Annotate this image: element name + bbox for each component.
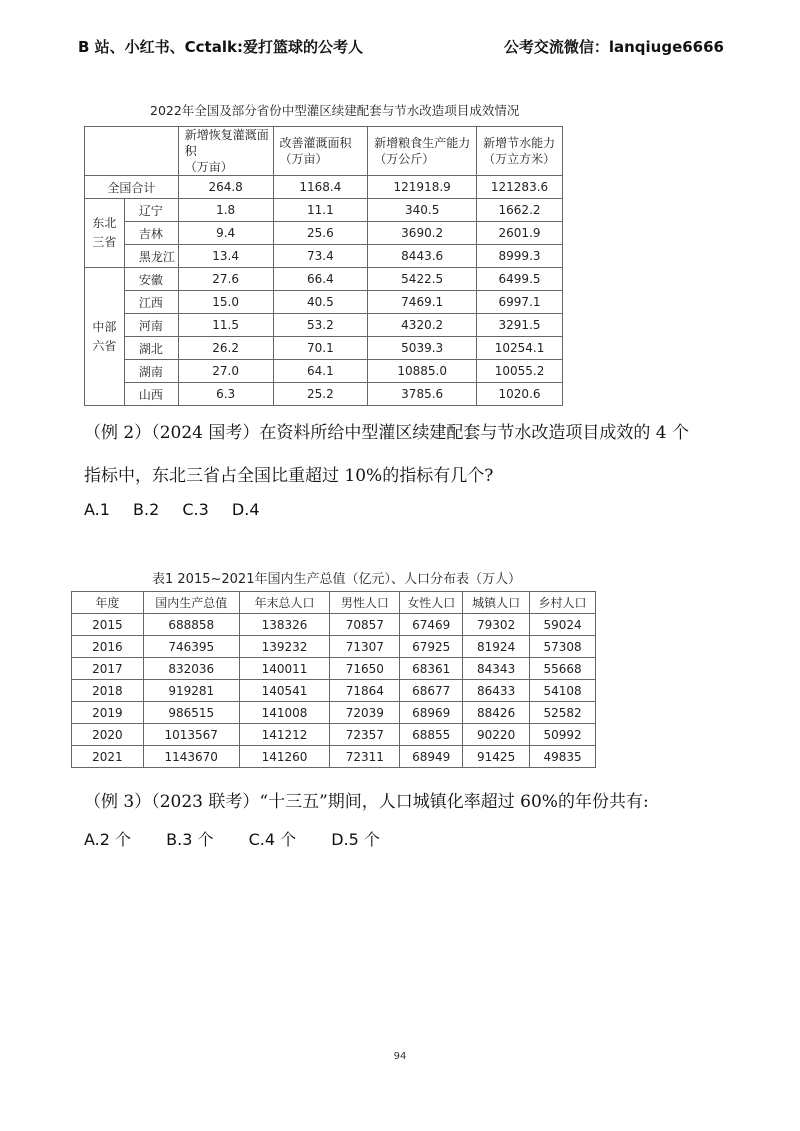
table-cell: 140541 — [239, 680, 330, 702]
province-cell: 湖南 — [124, 360, 178, 383]
table-cell: 6997.1 — [477, 291, 563, 314]
table-cell: 2016 — [72, 636, 144, 658]
province-cell: 湖北 — [124, 337, 178, 360]
table-row — [72, 658, 596, 680]
table-cell: 84343 — [463, 658, 530, 680]
question2-options — [84, 500, 278, 519]
header-cell: 改善灌溉面积 （万亩） — [273, 127, 368, 176]
table-row — [72, 746, 596, 768]
question3-line1: （例 3）（2023 联考）“十三五”期间，人口城镇化率超过 60%的年份共有: — [84, 792, 649, 812]
table-cell: 68677 — [400, 680, 463, 702]
table-cell: 264.8 — [178, 176, 273, 199]
option-b: B.2 — [133, 500, 160, 519]
table-cell: 3291.5 — [477, 314, 563, 337]
table-cell: 919281 — [143, 680, 239, 702]
table-cell: 139232 — [239, 636, 330, 658]
option-a: A.2 个 — [84, 830, 132, 849]
table-row — [85, 222, 563, 245]
table-cell: 10254.1 — [477, 337, 563, 360]
table-row — [85, 383, 563, 406]
page-number: 94 — [393, 1051, 407, 1062]
table-cell: 121283.6 — [477, 176, 563, 199]
table-cell: 91425 — [463, 746, 530, 768]
table-cell: 5422.5 — [368, 268, 477, 291]
table-cell: 73.4 — [273, 245, 368, 268]
table-row — [72, 636, 596, 658]
header-cell: 年末总人口 — [239, 592, 330, 614]
question3-options — [84, 827, 410, 850]
table-cell: 746395 — [143, 636, 239, 658]
header-cell: 新增节水能力 （万立方米） — [477, 127, 563, 176]
province-cell: 河南 — [124, 314, 178, 337]
option-d: D.5 个 — [331, 830, 380, 849]
table-row — [85, 245, 563, 268]
table-cell: 79302 — [463, 614, 530, 636]
table-cell: 72311 — [330, 746, 400, 768]
table1-caption: 2022年全国及部分省份中型灌区续建配套与节水改造项目成效情况 — [150, 103, 520, 118]
table-cell: 11.5 — [178, 314, 273, 337]
header-cell: 国内生产总值 — [143, 592, 239, 614]
table-cell: 138326 — [239, 614, 330, 636]
province-cell: 辽宁 — [124, 199, 178, 222]
table-row — [72, 702, 596, 724]
table-cell: 26.2 — [178, 337, 273, 360]
table1-header-row — [85, 127, 563, 176]
table-cell: 141212 — [239, 724, 330, 746]
table-cell: 68969 — [400, 702, 463, 724]
table-cell: 2017 — [72, 658, 144, 680]
table-cell: 27.0 — [178, 360, 273, 383]
province-cell: 安徽 — [124, 268, 178, 291]
header-cell: 新增恢复灌溉面积 （万亩） — [178, 127, 273, 176]
table-cell: 25.6 — [273, 222, 368, 245]
table-cell: 340.5 — [368, 199, 477, 222]
header-cell: 城镇人口 — [463, 592, 530, 614]
table-cell: 2015 — [72, 614, 144, 636]
table-cell: 7469.1 — [368, 291, 477, 314]
table-cell: 6.3 — [178, 383, 273, 406]
table-cell: 8999.3 — [477, 245, 563, 268]
table-cell: 54108 — [530, 680, 596, 702]
table-cell: 832036 — [143, 658, 239, 680]
table-cell: 64.1 — [273, 360, 368, 383]
table-cell: 40.5 — [273, 291, 368, 314]
table-cell: 67469 — [400, 614, 463, 636]
option-d: D.4 — [231, 500, 260, 519]
province-cell: 吉林 — [124, 222, 178, 245]
table-cell: 70.1 — [273, 337, 368, 360]
region-label: 中部 六省 — [85, 268, 125, 406]
table-cell: 1168.4 — [273, 176, 368, 199]
table-cell: 72039 — [330, 702, 400, 724]
table2-caption: 表1 2015~2021年国内生产总值（亿元）、人口分布表（万人） — [152, 572, 521, 587]
irrigation-table — [84, 126, 563, 406]
table-cell: 55668 — [530, 658, 596, 680]
header-left-text: B 站、小红书、Cctalk:爱打篮球的公考人 — [78, 38, 363, 56]
option-b: B.3 个 — [166, 830, 214, 849]
table-cell: 66.4 — [273, 268, 368, 291]
table-cell: 2021 — [72, 746, 144, 768]
table-cell: 59024 — [530, 614, 596, 636]
table-cell: 2018 — [72, 680, 144, 702]
table-row — [85, 176, 563, 199]
table-cell: 52582 — [530, 702, 596, 724]
table-cell: 2019 — [72, 702, 144, 724]
table-cell: 67925 — [400, 636, 463, 658]
table-cell: 1020.6 — [477, 383, 563, 406]
province-cell: 黑龙江 — [124, 245, 178, 268]
table-cell: 8443.6 — [368, 245, 477, 268]
table-row — [85, 337, 563, 360]
table-cell: 3785.6 — [368, 383, 477, 406]
table-cell: 50992 — [530, 724, 596, 746]
table-cell: 121918.9 — [368, 176, 477, 199]
table-cell: 15.0 — [178, 291, 273, 314]
table-cell: 4320.2 — [368, 314, 477, 337]
table-cell: 140011 — [239, 658, 330, 680]
table-cell: 68361 — [400, 658, 463, 680]
question2-line2: 指标中，东北三省占全国比重超过 10%的指标有几个? — [84, 466, 494, 486]
table-cell: 141260 — [239, 746, 330, 768]
table-cell: 3690.2 — [368, 222, 477, 245]
table-cell: 11.1 — [273, 199, 368, 222]
population-table — [71, 591, 596, 768]
table-cell: 141008 — [239, 702, 330, 724]
table-row — [72, 724, 596, 746]
table-cell: 71864 — [330, 680, 400, 702]
option-a: A.1 — [84, 500, 110, 519]
table-cell: 71650 — [330, 658, 400, 680]
header-right-text: 公考交流微信：lanqiuge6666 — [503, 38, 724, 56]
table-cell: 2020 — [72, 724, 144, 746]
option-c: C.3 — [182, 500, 209, 519]
table-row — [85, 314, 563, 337]
table-row — [72, 680, 596, 702]
table-cell: 9.4 — [178, 222, 273, 245]
total-label: 全国合计 — [85, 176, 179, 199]
header-cell: 女性人口 — [400, 592, 463, 614]
table-cell: 13.4 — [178, 245, 273, 268]
table-cell: 1143670 — [143, 746, 239, 768]
table-cell: 1662.2 — [477, 199, 563, 222]
header-cell: 新增粮食生产能力 （万公斤） — [368, 127, 477, 176]
table-cell: 81924 — [463, 636, 530, 658]
header-cell: 男性人口 — [330, 592, 400, 614]
table-cell: 6499.5 — [477, 268, 563, 291]
table-cell: 71307 — [330, 636, 400, 658]
table-cell: 10885.0 — [368, 360, 477, 383]
table-cell: 53.2 — [273, 314, 368, 337]
table-cell: 68855 — [400, 724, 463, 746]
header-cell: 乡村人口 — [530, 592, 596, 614]
table-cell: 25.2 — [273, 383, 368, 406]
province-cell: 山西 — [124, 383, 178, 406]
table-cell: 986515 — [143, 702, 239, 724]
table-cell: 1013567 — [143, 724, 239, 746]
option-c: C.4 个 — [248, 830, 297, 849]
table-cell: 86433 — [463, 680, 530, 702]
table-row — [72, 614, 596, 636]
table-row — [85, 268, 563, 291]
table-cell: 27.6 — [178, 268, 273, 291]
table-cell: 688858 — [143, 614, 239, 636]
table-cell: 5039.3 — [368, 337, 477, 360]
table-cell: 68949 — [400, 746, 463, 768]
table-cell: 90220 — [463, 724, 530, 746]
table-cell: 72357 — [330, 724, 400, 746]
region-label: 东北 三省 — [85, 199, 125, 268]
table-row — [85, 291, 563, 314]
header-cell: 年度 — [72, 592, 144, 614]
table-cell: 49835 — [530, 746, 596, 768]
table-row — [85, 360, 563, 383]
question2-line1: （例 2）（2024 国考）在资料所给中型灌区续建配套与节水改造项目成效的 4 个 — [84, 423, 690, 443]
table-cell: 10055.2 — [477, 360, 563, 383]
table-row — [85, 199, 563, 222]
table-cell: 2601.9 — [477, 222, 563, 245]
table-cell: 70857 — [330, 614, 400, 636]
table2-header-row — [72, 592, 596, 614]
table-cell: 57308 — [530, 636, 596, 658]
table-cell: 1.8 — [178, 199, 273, 222]
table-cell: 88426 — [463, 702, 530, 724]
province-cell: 江西 — [124, 291, 178, 314]
